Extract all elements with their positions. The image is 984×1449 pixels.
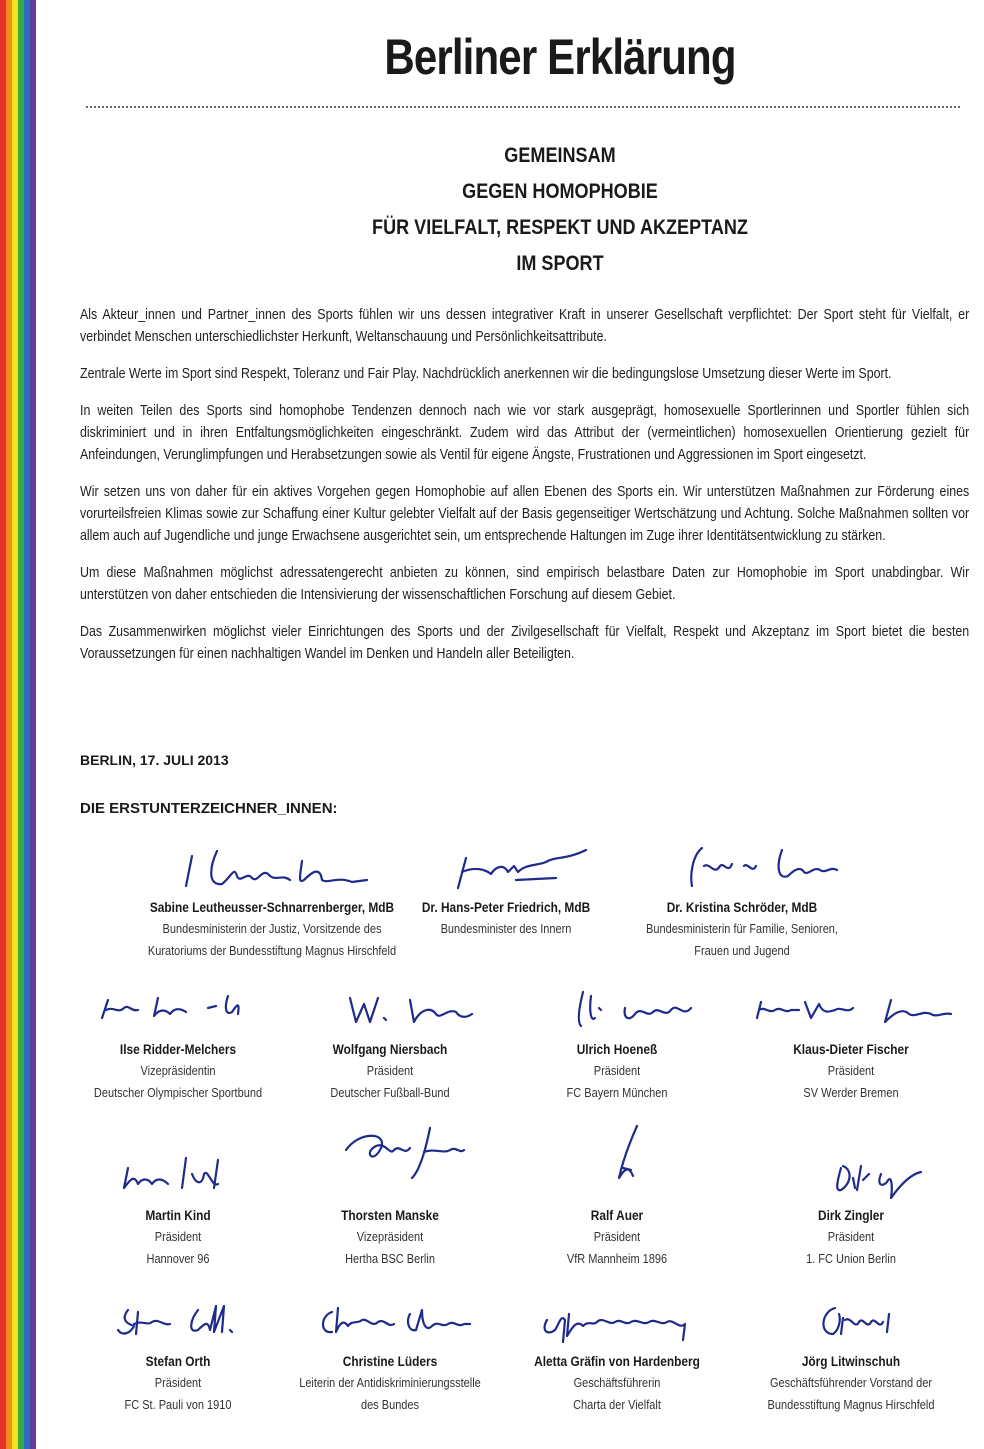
signers-heading: DIE ERSTUNTERZEICHNER_INNEN: xyxy=(80,800,338,817)
signature-image xyxy=(507,1120,727,1182)
date-line: BERLIN, 17. JULI 2013 xyxy=(80,752,229,768)
signer-role: Präsident xyxy=(154,1230,202,1244)
signature-image xyxy=(396,836,616,898)
signer-role: Vizepräsident xyxy=(356,1230,424,1244)
signer-org: SV Werder Bremen xyxy=(803,1086,899,1100)
signer-name: Jörg Litwinschuh xyxy=(801,1354,901,1369)
signature-image xyxy=(507,1290,727,1352)
signer-name: Ilse Ridder-Melchers xyxy=(119,1042,237,1057)
signature-image xyxy=(741,1290,961,1352)
signature-image xyxy=(280,1120,500,1182)
signer-role: Geschäftsführender Vorstand der xyxy=(769,1376,933,1390)
signer-org: Kuratoriums der Bundesstiftung Magnus Hirschfeld xyxy=(147,944,397,958)
signer-role: Vizepräsidentin xyxy=(140,1064,216,1078)
signer-role: Geschäftsführerin xyxy=(573,1376,661,1390)
paragraph: In weiten Teilen des Sports sind homophobe Tendenzen dennoch nach wie vor stark ausgeprägt, homosexuelle Sportlerinnen und Sportler fühlen sich diskriminiert und in ihren Entfaltungsmöglichkeiten eingeschränkt. Zudem wird das Attribut der (vermeintlichen) homosexuellen Orientierung gezielt für Anfeindungen, Verunglimpfungen und Herabsetzungen sowie als Ventil für eigene Ängste, Frustrationen und Aggressionen im Sport eingesetzt. xyxy=(80,403,970,463)
signer-org: Bundesstiftung Magnus Hirschfeld xyxy=(767,1398,935,1412)
signer-org: FC St. Pauli von 1910 xyxy=(124,1398,232,1412)
signer-name: Stefan Orth xyxy=(145,1354,211,1369)
signer-name: Dr. Kristina Schröder, MdB xyxy=(666,900,818,915)
signer-role: Bundesministerin der Justiz, Vorsitzende des xyxy=(162,922,382,936)
signer-org: VfR Mannheim 1896 xyxy=(566,1252,668,1266)
declaration-body xyxy=(80,304,969,680)
signature-image xyxy=(507,978,727,1040)
signer-name: Christine Lüders xyxy=(342,1354,438,1369)
signer-block xyxy=(706,1144,984,1270)
signer-role: Bundesministerin für Familie, Senioren, xyxy=(646,922,838,936)
signer-name: Thorsten Manske xyxy=(341,1208,439,1223)
signer-org: Frauen und Jugend xyxy=(694,944,790,958)
signer-role: Präsident xyxy=(593,1230,641,1244)
paragraph: Zentrale Werte im Sport sind Respekt, Toleranz und Fair Play. Nachdrücklich anerkennen wir die bedingungslose Umsetzung dieser Werte im Sport. xyxy=(80,366,892,382)
signer-block xyxy=(706,1290,984,1416)
signer-org: Charta der Vielfalt xyxy=(573,1398,661,1412)
signer-role: Präsident xyxy=(366,1064,414,1078)
signer-org: 1. FC Union Berlin xyxy=(806,1252,896,1266)
signer-role: Präsident xyxy=(593,1064,641,1078)
signer-org: Hertha BSC Berlin xyxy=(345,1252,435,1266)
signer-role: Präsident xyxy=(827,1064,875,1078)
signer-block xyxy=(706,978,984,1104)
signer-name: Ralf Auer xyxy=(590,1208,644,1223)
rainbow-stripe xyxy=(0,0,36,1449)
signature-image xyxy=(741,978,961,1040)
signer-role: Präsident xyxy=(827,1230,875,1244)
signer-role: Bundesminister des Innern xyxy=(440,922,572,936)
signer-org: des Bundes xyxy=(360,1398,420,1412)
signature-image xyxy=(280,978,500,1040)
signature-image xyxy=(741,1144,961,1206)
paragraph: Um diese Maßnahmen möglichst adressatengerecht anbieten zu können, sind empirisch belastbare Daten zur Homophobie im Sport unabdingbar. Wir unterstützen von daher entschieden die Intensivierung der wissenschaftlichen Forschung auf diesem Gebiet. xyxy=(80,565,970,603)
signer-org: FC Bayern München xyxy=(566,1086,668,1100)
signer-org: Deutscher Fußball-Bund xyxy=(330,1086,450,1100)
headline-line: GEMEINSAM xyxy=(504,144,616,167)
signer-role: Präsident xyxy=(154,1376,202,1390)
signer-name: Ulrich Hoeneß xyxy=(576,1042,658,1057)
dotted-divider xyxy=(86,106,960,108)
signer-name: Dr. Hans-Peter Friedrich, MdB xyxy=(421,900,591,915)
signature-image xyxy=(280,1290,500,1352)
signer-name: Dirk Zingler xyxy=(817,1208,884,1223)
signature-image xyxy=(162,836,382,898)
paragraph: Das Zusammenwirken möglichst vieler Einrichtungen des Sports und der Zivilgesellschaft für Vielfalt, Respekt und Akzeptanz im Sport bietet die besten Voraussetzungen für einen nachhaltigen Wandel im Denken und Handeln aller Beteiligten. xyxy=(80,624,970,662)
headline-line: IM SPORT xyxy=(516,252,604,275)
signature-image xyxy=(632,836,852,898)
paragraph: Wir setzen uns von daher für ein aktives Vorgehen gegen Homophobie auf allen Ebenen des Sports ein. Wir unterstützen Maßnahmen zur Förderung eines vorurteilsfreien Klimas sowie zur Schaffung einer Kultur gelebter Vielfalt auf der Basis gegenseitiger Wertschätzung und Achtung. Solche Maßnahmen sollten vor allem auch auf Jugendliche und junge Erwachsene ausgerichtet sein, um entsprechende Haltungen im Zuge ihrer Identitätsentwicklung zu stärken. xyxy=(80,484,970,544)
signer-name: Wolfgang Niersbach xyxy=(332,1042,448,1057)
signer-block xyxy=(597,836,887,962)
signer-name: Klaus-Dieter Fischer xyxy=(793,1042,909,1057)
document-title: Berliner Erklärung xyxy=(384,29,736,85)
headline xyxy=(216,138,904,282)
headline-line: FÜR VIELFALT, RESPEKT UND AKZEPTANZ xyxy=(372,216,748,239)
headline-line: GEGEN HOMOPHOBIE xyxy=(462,180,658,203)
signer-org: Deutscher Olympischer Sportbund xyxy=(93,1086,263,1100)
signer-name: Sabine Leutheusser-Schnarrenberger, MdB xyxy=(149,900,395,915)
signer-role: Leiterin der Antidiskriminierungsstelle xyxy=(299,1376,481,1390)
paragraph: Als Akteur_innen und Partner_innen des Sports fühlen wir uns dessen integrativer Kraft in unserer Gesellschaft verpflichtet: Der Sport steht für Vielfalt, er verbindet Menschen unterschiedlichster Herkunft, Weltanschauung und Persönlichkeitsattribute. xyxy=(80,307,970,345)
signer-name: Martin Kind xyxy=(145,1208,211,1223)
signer-org: Hannover 96 xyxy=(146,1252,210,1266)
signer-name: Aletta Gräfin von Hardenberg xyxy=(534,1354,700,1369)
